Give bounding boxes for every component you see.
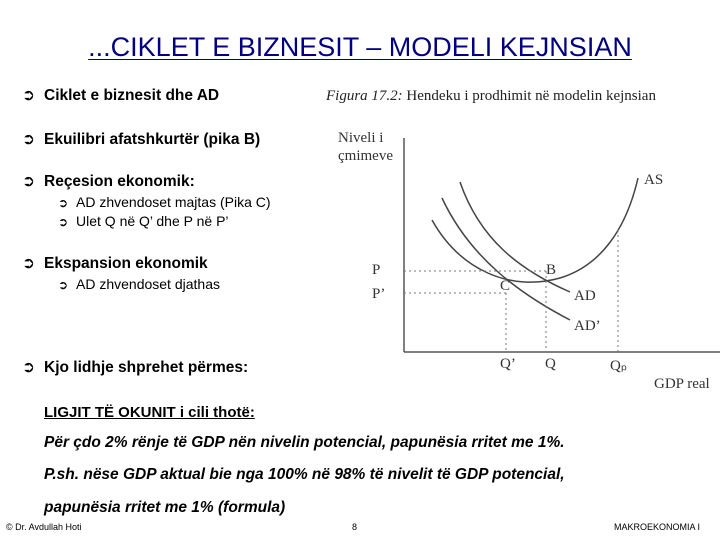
sub-bullet-label: Ulet Q në Q’ dhe P në P’ (76, 213, 229, 229)
bullet-arrow-icon: ➲ (22, 173, 35, 190)
bullet-short-run-equilibrium (22, 130, 260, 149)
q-label: Q (545, 356, 556, 372)
sub-bullet-ad-right (58, 276, 220, 292)
y-axis-label-1: Niveli i (338, 130, 384, 146)
as-curve-label: AS (644, 172, 664, 188)
sub-bullet-ad-left (58, 194, 271, 210)
figure-caption: Figura 17.2: Hendeku i prodhimit në modelin kejnsian (326, 88, 656, 104)
qp-label: Qₚ (610, 358, 628, 374)
ad2-curve (442, 198, 570, 320)
sub-bullet-q-p-fall (58, 213, 229, 229)
okun-law-line-3: papunësia rritet me 1% (formula) (44, 499, 286, 516)
bullet-arrow-icon: ➲ (22, 255, 35, 272)
sub-bullet-label: AD zhvendoset majtas (Pika C) (76, 194, 271, 210)
sub-arrow-icon: ➲ (58, 196, 69, 210)
bullet-label: Ekuilibri afatshkurtër (pika B) (44, 131, 261, 148)
p-label: P (372, 262, 381, 278)
bullet-label: Ciklet e biznesit dhe AD (44, 87, 220, 104)
bullet-arrow-icon: ➲ (22, 131, 35, 148)
bullet-expansion (22, 254, 208, 273)
x-axis-label: GDP real (654, 376, 710, 392)
slide-title: ...CIKLET E BIZNESIT – MODELI KEJNSIAN (88, 32, 632, 62)
bullet-arrow-icon: ➲ (22, 87, 35, 104)
q2-label: Q’ (500, 356, 516, 372)
sub-arrow-icon: ➲ (58, 278, 69, 292)
okun-law-line-1: Për çdo 2% rënje të GDP nën nivelin potencial, papunësia rritet me 1%. (44, 434, 565, 451)
point-c-label: C (500, 278, 511, 294)
bullet-label: Ekspansion ekonomik (44, 255, 208, 272)
keynesian-output-gap-figure (320, 80, 720, 400)
as-curve (432, 178, 638, 282)
ad-curve-label: AD (574, 288, 596, 304)
p2-label: P’ (372, 286, 386, 302)
figure-svg (320, 80, 720, 400)
point-b-label: B (546, 262, 557, 278)
sub-arrow-icon: ➲ (58, 215, 69, 229)
footer-author: © Dr. Avdullah Hoti (6, 522, 82, 532)
footer-course: MAKROEKONOMIA I (614, 522, 701, 532)
y-axis-label-2: çmimeve (338, 148, 393, 164)
bullet-label: Reçesion ekonomik: (44, 173, 195, 190)
bullet-arrow-icon: ➲ (22, 359, 35, 376)
bullet-relation (22, 358, 248, 377)
bullet-label: Kjo lidhje shprehet përmes: (44, 359, 249, 376)
footer-page-number: 8 (352, 522, 358, 532)
sub-bullet-label: AD zhvendoset djathas (76, 276, 220, 292)
bullet-business-cycle (22, 86, 219, 105)
bullet-recession (22, 172, 195, 191)
ad-curve (460, 182, 570, 292)
ad2-curve-label: AD’ (574, 318, 601, 334)
okun-law-line-2: P.sh. nëse GDP aktual bie nga 100% në 98% të nivelit të GDP potencial, (44, 466, 565, 483)
okun-law-heading: LIGJIT TË OKUNIT i cili thotë: (44, 404, 255, 421)
